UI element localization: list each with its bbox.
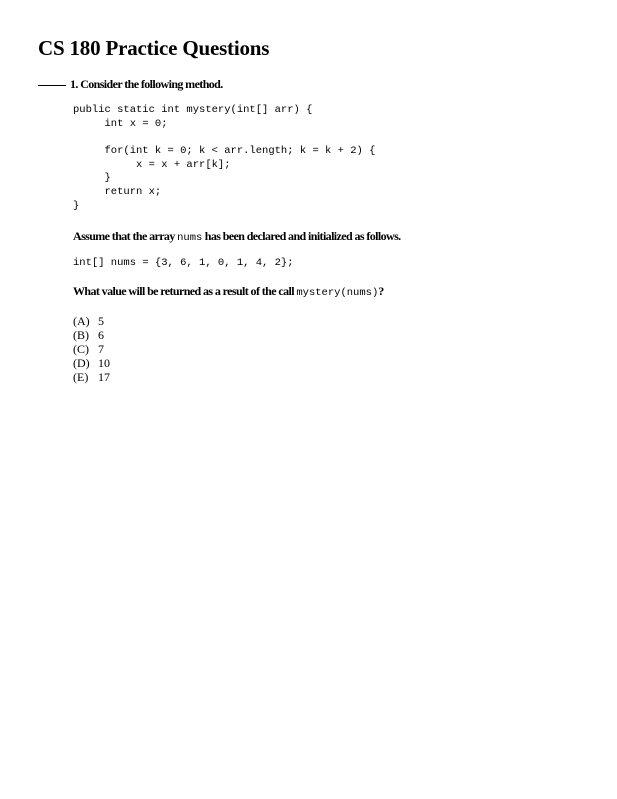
choice-a [73,314,110,328]
code-line: return x; [73,186,162,199]
answer-choices [73,314,110,384]
code-line [73,131,375,145]
array-name-code: nums [177,232,203,244]
answer-blank [38,85,66,86]
question-ask-text [73,284,384,299]
choice-b [73,328,110,342]
choice-value: 10 [98,356,110,370]
code-line: } [73,172,111,185]
assumption-text [73,229,401,244]
declaration-code [73,257,294,271]
page-title: CS 180 Practice Questions [38,36,270,60]
ask-text-start: What value will be returned as a result of the call [73,284,297,298]
choice-letter: (B) [73,328,89,342]
ask-text-end: ? [378,284,384,298]
question-prompt-text: 1. Consider the following method. [70,77,223,91]
code-line: int x = 0; [73,117,168,130]
code-line: x = x + arr[k]; [73,158,231,171]
question-prompt [38,77,223,92]
code-line: for(int k = 0; k < arr.length; k = k + 2) { [73,145,376,158]
assumption-text-end: has been declared and initialized as follows. [202,229,401,243]
choice-c [73,342,110,356]
method-code-block [73,104,375,214]
choice-letter: (A) [73,314,90,328]
choice-letter: (E) [73,370,89,384]
code-line: public static int mystery(int[] arr) { [73,104,313,116]
choice-e [73,370,110,384]
choice-letter: (D) [73,356,90,370]
code-line: } [73,199,80,212]
declaration-line: int[] nums = {3, 6, 1, 0, 1, 4, 2}; [73,257,294,269]
choice-value: 5 [98,314,104,328]
choice-letter: (C) [73,342,89,356]
choice-value: 17 [98,370,110,384]
method-call-code: mystery(nums) [296,287,379,299]
choice-value: 7 [98,342,104,356]
choice-d [73,356,110,370]
choice-value: 6 [98,328,104,342]
assumption-text-start: Assume that the array [73,229,178,243]
